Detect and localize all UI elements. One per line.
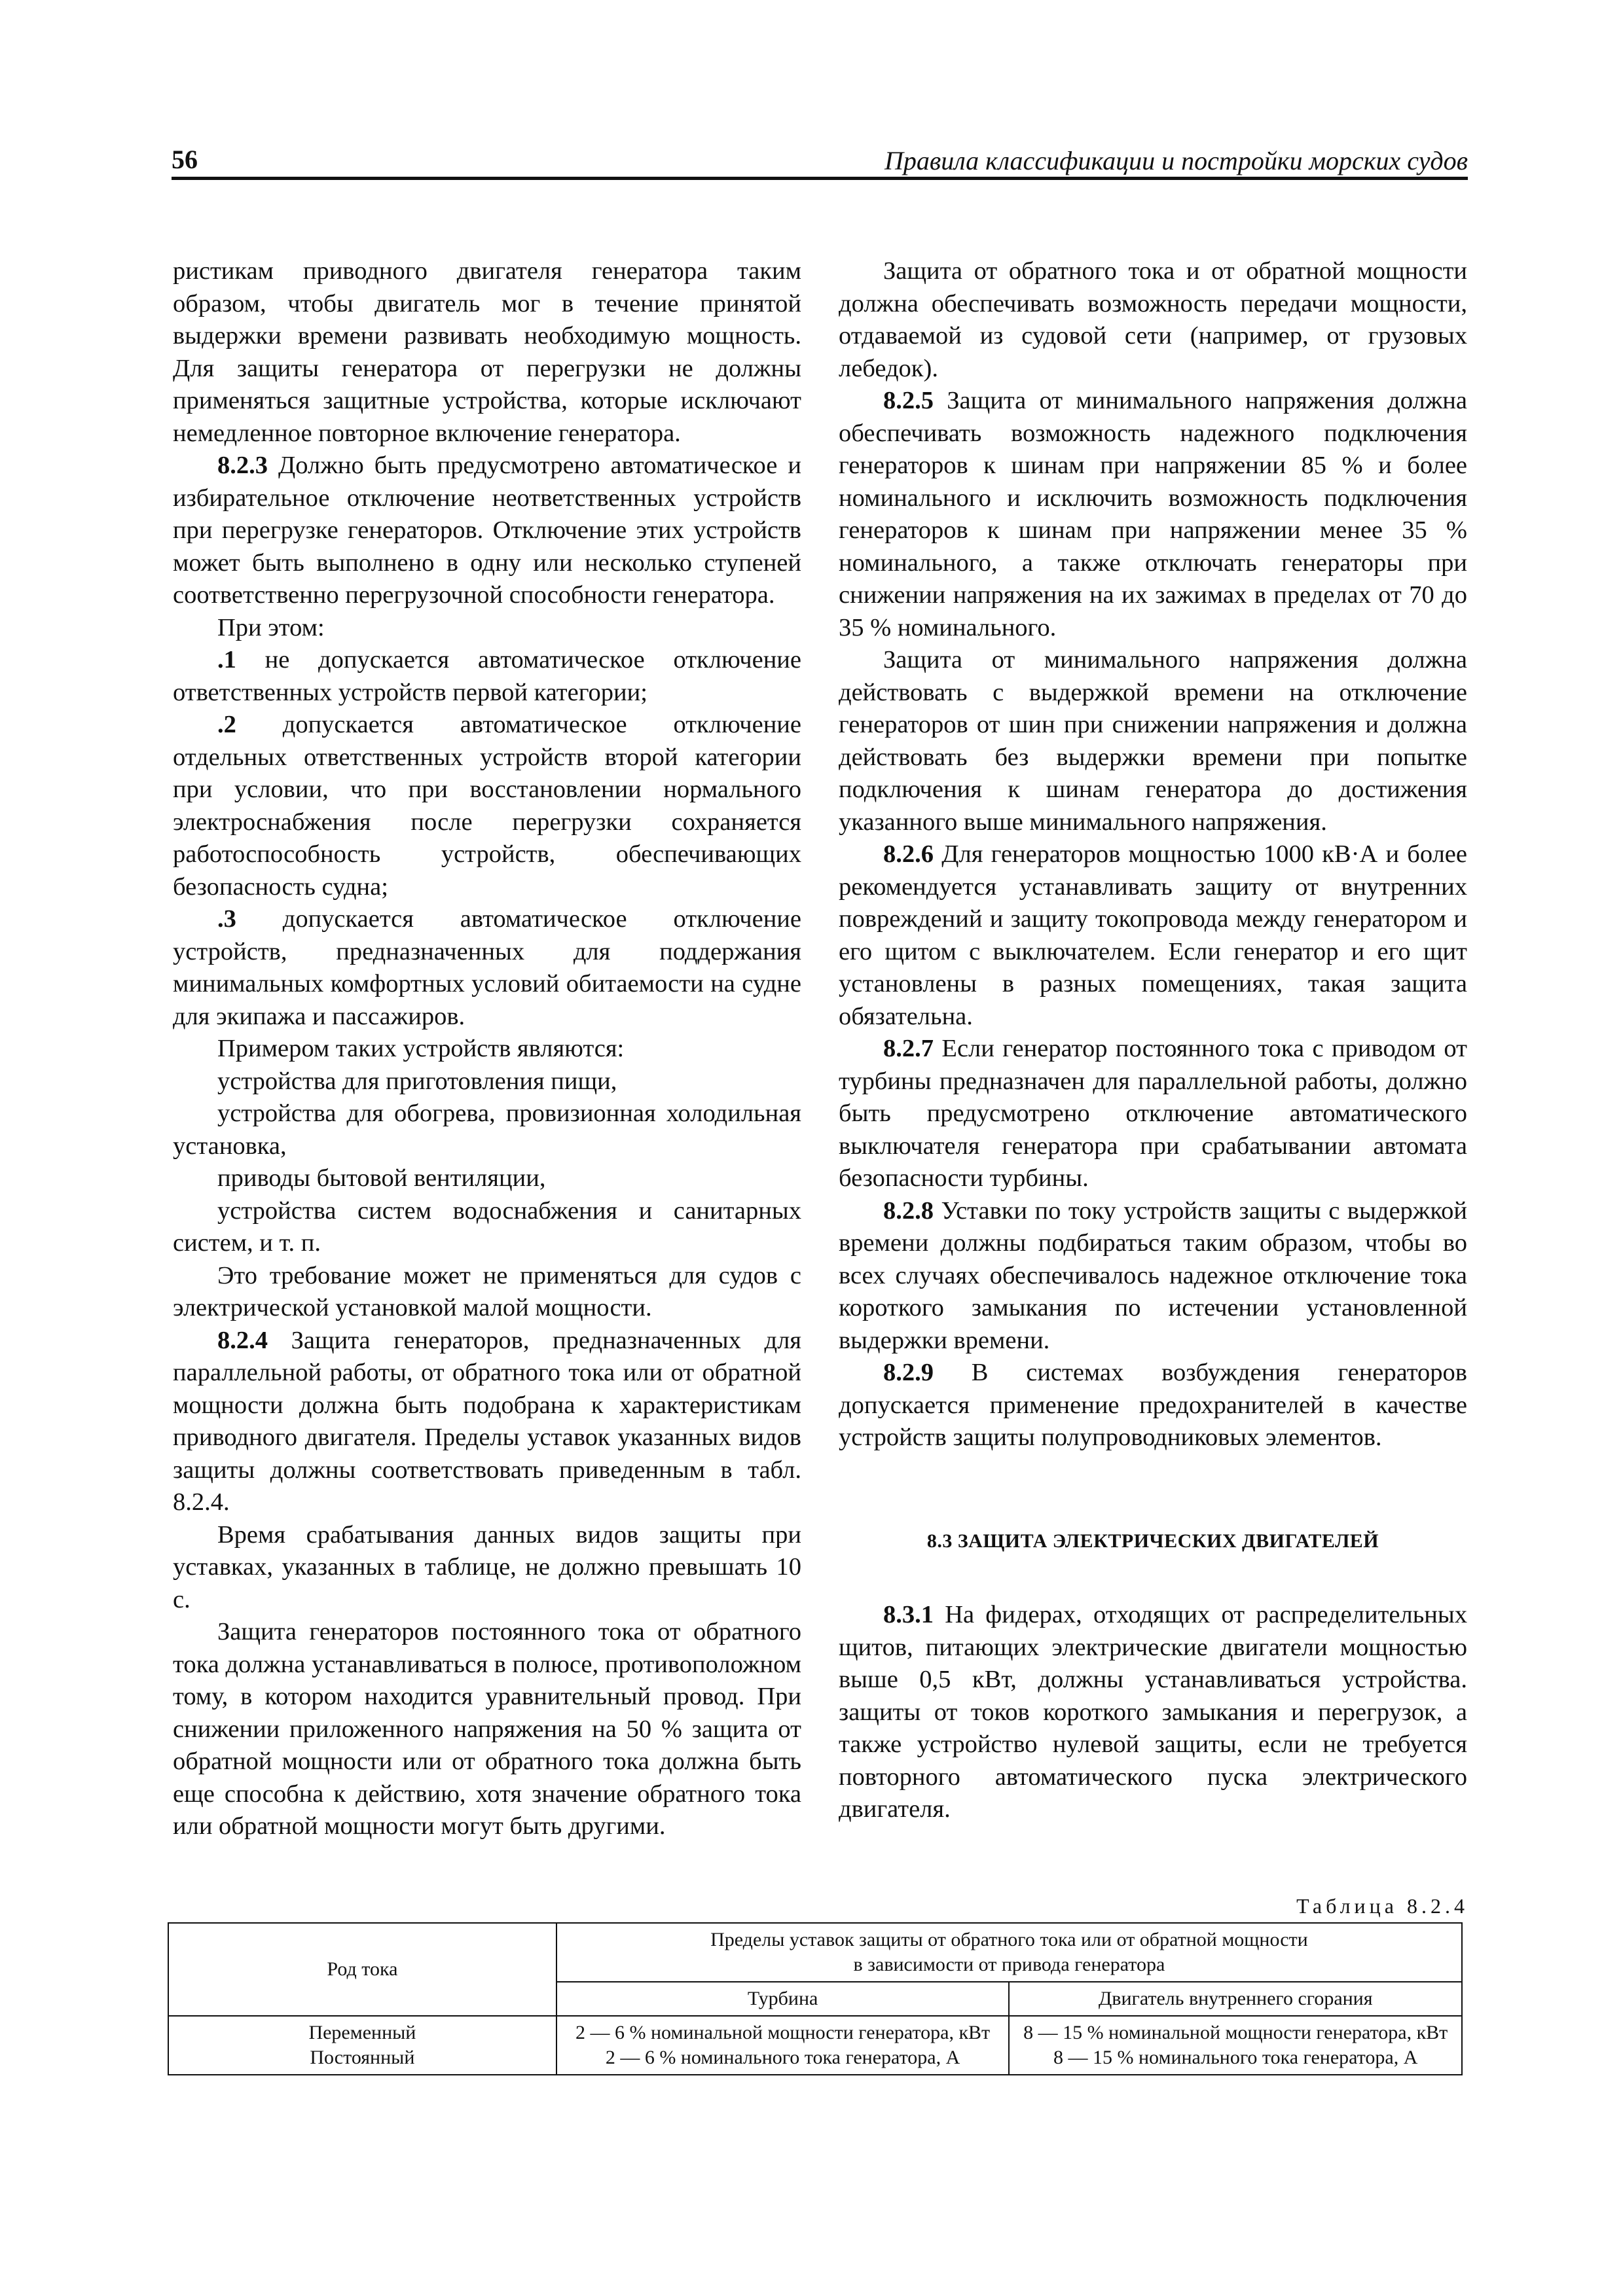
paragraph: Это требование может не применяться для судов с электрической установкой малой мощности. (173, 1261, 801, 1321)
clause-number: 8.2.3 (217, 452, 268, 479)
paragraph: Защита генераторов постоянного тока от обратного тока должна устанавливаться в полюсе, противоположном тому, в котором находится уравнительный провод. При снижении приложенного напряжения на 50 % защита от обратной мощности или от обратного тока должна быть еще способна к действию, хотя значение обратного тока или обратной мощности могут быть другими. (173, 1618, 801, 1840)
clause-number: 8.2.7 (883, 1035, 934, 1062)
cell-turbine (556, 2016, 1010, 2075)
running-title: Правила классификации и постройки морских судов (884, 146, 1468, 175)
paragraph: ристикам приводного двигателя генератора таким образом, чтобы двигатель мог в течение принятой выдержки времени развивать необходимую мощность. Для защиты генератора от перегрузки не должны применяться защитные устройства, которые исключают немедленное повторное включение генератора. (173, 257, 801, 447)
list-item: приводы бытовой вентиляции, (217, 1164, 546, 1192)
paragraph: При этом: (217, 613, 325, 641)
section-8-3-body (839, 1599, 1467, 1826)
cell-line: 8 — 15 % номинальной мощности генератора, кВт (1023, 2022, 1448, 2043)
cell-line: 2 — 6 % номинального тока генератора, А (605, 2047, 960, 2068)
paragraph: Примером таких устройств являются: (217, 1035, 625, 1062)
clause-number: .2 (217, 711, 236, 738)
cell-engine (1009, 2016, 1462, 2075)
clause-number: 8.3.1 (883, 1601, 934, 1628)
header-group-line1: Пределы уставок защиты от обратного тока или от обратной мощности (710, 1929, 1308, 1950)
paragraph: 8.2.4 Защита генераторов, предназначенных для параллельной работы, от обратного тока или от обратной мощности должна быть подобрана к характеристикам приводного двигателя. Пределы уставок указанных видов защиты должны соответствовать приведенным в табл. 8.2.4. (173, 1326, 801, 1516)
paragraph: 8.2.5 Защита от минимального напряжения должна обеспечивать возможность надежного подключения генераторов к шинам при напряжении 85 % и более номинального и исключить возможность подключения генераторов к шинам при напряжении менее 35 % номинального, а также отключать генераторы при снижении напряжения на их зажимах в пределах от 70 до 35 % номинального. (839, 387, 1467, 641)
clause-number: .3 (217, 905, 236, 933)
section-title: 8.3 ЗАЩИТА ЭЛЕКТРИЧЕСКИХ ДВИГАТЕЛЕЙ (926, 1530, 1379, 1552)
paragraph: Защита от минимального напряжения должна действовать с выдержкой времени на отключение генераторов от шин при снижении напряжения и должна действовать без выдержки времени при попытке подключения к шинам генератора до достижения указанного выше минимального напряжения. (839, 646, 1467, 836)
right-column (839, 255, 1467, 1454)
page-number: 56 (172, 145, 198, 174)
table-row (168, 2016, 1462, 2075)
paragraph: 8.3.1 На фидерах, отходящих от распределительных щитов, питающих электрические двигатели мощностью выше 0,5 кВт, должны устанавливаться устройства. защиты от токов короткого замыкания и перегрузок, а также устройство нулевой защиты, если не требуется повторного автоматического пуска электрического двигателя. (839, 1601, 1467, 1823)
cell-line: Постоянный (310, 2047, 415, 2068)
clause-number: 8.2.8 (883, 1196, 934, 1225)
paragraph: 8.2.7 Если генератор постоянного тока с приводом от турбины предназначен для параллельной работы, должно быть предусмотрено отключение автоматического выключателя генератора при срабатывании автомата безопасности турбины. (839, 1035, 1467, 1192)
table-caption: Таблица 8.2.4 (1296, 1894, 1468, 1918)
cell-line: Переменный (308, 2022, 416, 2043)
left-column (173, 255, 801, 1843)
paragraph: .1 не допускается автоматическое отключение ответственных устройств первой категории; (173, 646, 801, 706)
header-rule (172, 177, 1468, 180)
paragraph: .3 допускается автоматическое отключение устройств, предназначенных для поддержания минимальных комфортных условий обитаемости на судне для экипажа и пассажиров. (173, 905, 801, 1030)
paragraph: 8.2.3 Должно быть предусмотрено автоматическое и избирательное отключение неответственных устройств при перегрузке генераторов. Отключение этих устройств может быть выполнено в одну или несколько ступеней соответственно перегрузочной способности генератора. (173, 452, 801, 609)
cell-current-type (168, 2016, 556, 2075)
clause-number: 8.2.6 (883, 840, 934, 868)
clause-number: 8.2.9 (883, 1359, 934, 1386)
list-item: устройства для обогрева, провизионная холодильная установка, (173, 1100, 801, 1160)
settings-table (168, 1922, 1463, 2075)
header-group-line2: в зависимости от привода генератора (853, 1954, 1165, 1975)
list-item: устройства систем водоснабжения и санитарных систем, и т. п. (173, 1196, 801, 1257)
paragraph: 8.2.8 Уставки по току устройств защиты с выдержкой времени должны подбираться таким образом, чтобы во всех случаях обеспечивалось надежное отключение тока короткого замыкания по истечении установленной выдержки времени. (839, 1196, 1467, 1354)
header-group (556, 1923, 1462, 1982)
table-header-row (168, 1923, 1462, 1982)
list-item: устройства для приготовления пищи, (217, 1067, 617, 1095)
clause-number: .1 (217, 646, 236, 673)
paragraph: .2 допускается автоматическое отключение отдельных ответственных устройств второй категории при условии, что при восстановлении нормального электроснабжения после перегрузки сохраняется работоспособность устройств, обеспечивающих безопасность судна; (173, 711, 801, 901)
cell-line: 8 — 15 % номинального тока генератора, А (1053, 2047, 1418, 2068)
paragraph: 8.2.6 Для генераторов мощностью 1000 кВ·А и более рекомендуется устанавливать защиту от внутренних повреждений и защиту токопровода между генератором и его щитом с выключателем. Если генератор и его щит установлены в разных помещениях, такая защита обязательна. (839, 840, 1467, 1030)
paragraph: 8.2.9 В системах возбуждения генераторов допускается применение предохранителей в качестве устройств защиты полупроводниковых элементов. (839, 1359, 1467, 1451)
header-engine: Двигатель внутреннего сгорания (1009, 1982, 1462, 2016)
clause-number: 8.2.5 (883, 387, 934, 414)
header-current-type: Род тока (168, 1923, 556, 2016)
cell-line: 2 — 6 % номинальной мощности генератора, кВт (575, 2022, 991, 2043)
clause-number: 8.2.4 (217, 1326, 268, 1354)
paragraph: Защита от обратного тока и от обратной мощности должна обеспечивать возможность передачи мощности, отдаваемой из судовой сети (например, от грузовых лебедок). (839, 257, 1467, 382)
paragraph: Время срабатывания данных видов защиты при уставках, указанных в таблице, не должно превышать 10 с. (173, 1520, 801, 1613)
header-turbine: Турбина (556, 1982, 1010, 2016)
